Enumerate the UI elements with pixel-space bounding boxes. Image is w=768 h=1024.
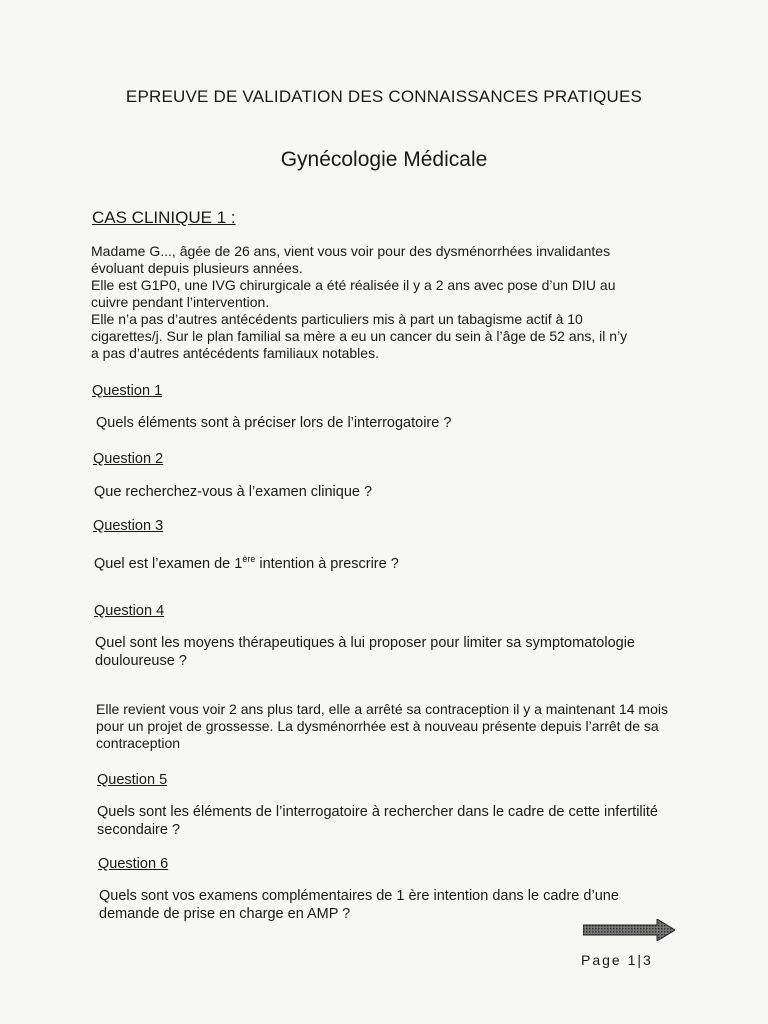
case-intro-line: Elle n’a pas d’autres antécédents particuliers mis à part un tabagisme actif à 10 [91, 311, 583, 327]
case-intro-line: évoluant depuis plusieurs années. [91, 260, 303, 276]
case-intro-line: cigarettes/j. Sur le plan familial sa mère a eu un cancer du sein à l’âge de 52 ans, il n’y [91, 328, 628, 344]
question-1-label: Question 1 [92, 383, 163, 399]
case-intro-line: Madame G..., âgée de 26 ans, vient vous voir pour des dysménorrhées invalidantes [91, 243, 611, 259]
case-intro-line: cuivre pendant l’intervention. [91, 294, 270, 310]
case-intro-line: Elle est G1P0, une IVG chirurgicale a été réalisée il y a 2 ans avec pose d’un DIU au [91, 277, 616, 293]
question-6-text: Quels sont vos examens complémentaires de 1 ère intention dans le cadre d’une demande de prise en charge en AMP ? [99, 888, 619, 922]
question-5-label: Question 5 [97, 772, 168, 788]
question-3-superscript: ère [242, 554, 256, 564]
case-intro [91, 243, 691, 362]
exam-title: EPREUVE DE VALIDATION DES CONNAISSANCES PRATIQUES [125, 87, 643, 106]
page-number: Page 1|3 [581, 952, 653, 968]
question-3-text-end: intention à prescrire ? [255, 555, 399, 572]
question-3-label: Question 3 [93, 518, 164, 534]
question-3-text [94, 550, 674, 573]
question-5-text: Quels sont les éléments de l’interrogatoire à rechercher dans le cadre de cette infertilité secondaire ? [97, 804, 658, 838]
followup-paragraph: Elle revient vous voir 2 ans plus tard, elle a arrêté sa contraception il y a maintenant 14 mois pour un projet de grossesse. La dysménorrhée est à nouveau présente depuis l’arrêt de sa contraception [96, 701, 668, 751]
case-title: CAS CLINIQUE 1 : [92, 208, 236, 227]
subject-title: Gynécologie Médicale [280, 148, 488, 171]
question-3-text-start: Quel est l’examen de 1 [94, 555, 243, 572]
question-4-label: Question 4 [94, 603, 165, 619]
question-4-text: Quel sont les moyens thérapeutiques à lui proposer pour limiter sa symptomatologie douloureuse ? [95, 635, 635, 669]
question-1-text: Quels éléments sont à préciser lors de l’interrogatoire ? [96, 415, 452, 431]
question-2-text: Que recherchez-vous à l’examen clinique ? [94, 484, 373, 500]
case-intro-line: a pas d’autres antécédents familiaux notables. [91, 345, 379, 361]
question-6-label: Question 6 [98, 856, 169, 872]
right-arrow-icon[interactable] [583, 919, 675, 941]
question-2-label: Question 2 [93, 451, 164, 467]
